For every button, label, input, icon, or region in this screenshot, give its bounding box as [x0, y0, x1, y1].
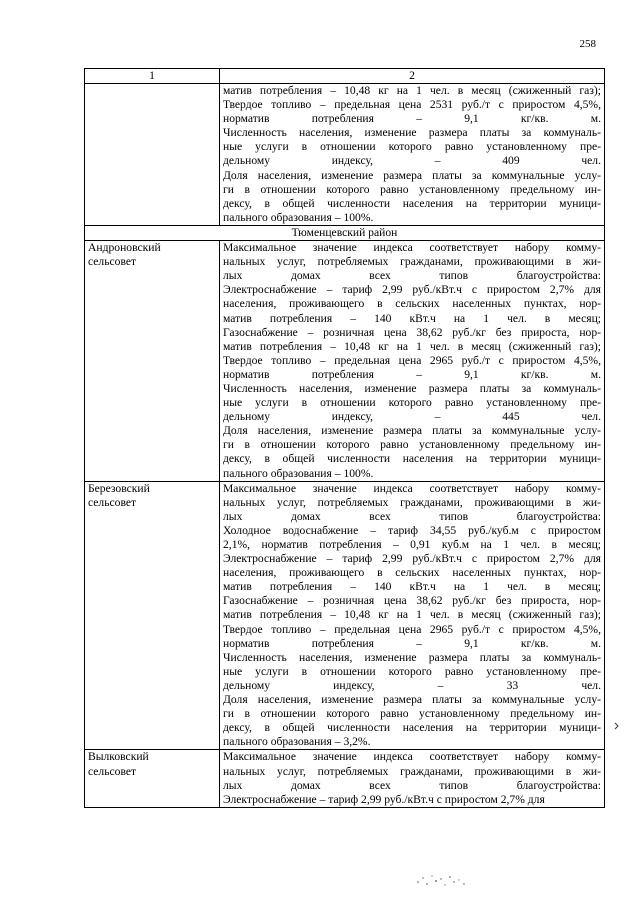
text-line: дельному индексу, – 33 чел. — [223, 678, 601, 692]
settlement-name: сельсовет — [88, 255, 137, 269]
text-line: норматив потребления – 9,1 кг/кв. м. — [223, 367, 601, 381]
text-line: лых домах всех типов благоустройства: — [223, 509, 601, 523]
text-line: Доля населения, изменение размера платы за коммунальные услу- — [223, 693, 601, 707]
text-line: населения, проживающего в сельских населенных пунктах, нор- — [223, 297, 601, 311]
text-line: Электроснабжение – тариф 2,99 руб./кВт.ч с приростом 2,7% для — [223, 552, 601, 566]
text-line: матив потребления – 140 кВт.ч на 1 чел. в месяц; — [223, 311, 601, 325]
settlement-description-cell — [220, 481, 605, 750]
text-line: Максимальное значение индекса соответствует набору комму- — [223, 481, 601, 495]
settlement-name-cell — [85, 481, 220, 750]
text-line: матив потребления – 10,48 кг на 1 чел. в месяц (сжиженный газ); — [223, 339, 601, 353]
text-line: Электроснабжение – тариф 2,99 руб./кВт.ч с приростом 2,7% для — [223, 283, 601, 297]
text-line: дельному индексу, – 409 чел. — [223, 154, 601, 168]
text-line: ные услуги в отношении которого равно установленному пре- — [223, 664, 601, 678]
text-line: 2,1%, норматив потребления – 0,91 куб.м на 1 чел. в месяц; — [223, 538, 601, 551]
text-line: нальных услуг, потребляемых гражданами, проживающими в жи- — [223, 764, 601, 778]
text-line: Численность населения, изменение размера платы за коммуналь- — [223, 381, 601, 395]
text-line: Максимальное значение индекса соответствует набору комму- — [223, 750, 601, 764]
settlement-name-cell — [85, 750, 220, 807]
settlement-description-cell — [220, 750, 605, 807]
text-line: ги в отношении которого равно установленному предельному ин- — [223, 182, 601, 196]
ink-scribble — [414, 868, 474, 890]
text-line: населения, проживающего в сельских населенных пунктах, нор- — [223, 566, 601, 580]
text-line: ги в отношении которого равно установленному предельному ин- — [223, 707, 601, 721]
continuation-row — [85, 84, 605, 226]
continuation-text-cell — [220, 84, 605, 226]
text-line: матив потребления – 10,48 кг на 1 чел. в месяц (сжиженный газ); — [223, 84, 601, 97]
text-line: ные услуги в отношении которого равно установленному пре- — [223, 396, 601, 410]
text-line: нальных услуг, потребляемых гражданами, проживающими в жи- — [223, 255, 601, 269]
text-line: Твердое топливо – предельная цена 2965 руб./т с приростом 4,5%, — [223, 622, 601, 636]
column-header-2: 2 — [220, 69, 605, 84]
text-line: пального образования – 3,2%. — [223, 735, 371, 749]
text-line: ные услуги в отношении которого равно установленному пре- — [223, 140, 601, 154]
region-title-row — [85, 225, 605, 240]
settlement-name: Березовский — [88, 481, 150, 495]
text-line: дексу, в общей численности населения на территории муници- — [223, 721, 601, 735]
text-line: норматив потребления – 9,1 кг/кв. м. — [223, 636, 601, 650]
continuation-name-cell — [85, 84, 220, 226]
text-line: дексу, в общей численности населения на территории муници- — [223, 452, 601, 466]
settlement-name-cell — [85, 241, 220, 482]
text-line: Численность населения, изменение размера платы за коммуналь- — [223, 650, 601, 664]
text-line: пального образования – 100%. — [223, 466, 374, 480]
settlement-description-cell — [220, 241, 605, 482]
settlement-name: сельсовет — [88, 764, 137, 778]
table-header-row — [85, 69, 605, 84]
text-line: пального образования – 100%. — [223, 210, 374, 224]
settlement-name: сельсовет — [88, 495, 137, 509]
text-line: дексу, в общей численности населения на территории муници- — [223, 196, 601, 210]
settlement-row — [85, 241, 605, 482]
text-line: Твердое топливо – предельная цена 2965 руб./т с приростом 4,5%, — [223, 353, 601, 367]
text-line: Холодное водоснабжение – тариф 34,55 руб./куб.м с приростом — [223, 523, 601, 537]
text-line: Твердое топливо – предельная цена 2531 руб./т с приростом 4,5%, — [223, 98, 601, 112]
text-line: матив потребления – 10,48 кг на 1 чел. в месяц (сжиженный газ); — [223, 608, 601, 622]
region-title: Тюменцевский район — [85, 225, 605, 240]
text-line: Максимальное значение индекса соответствует набору комму- — [223, 241, 601, 255]
settlement-name: Вылковский — [88, 750, 149, 764]
page-number: 258 — [579, 38, 596, 50]
column-header-1: 1 — [85, 69, 220, 84]
text-line: нальных услуг, потребляемых гражданами, проживающими в жи- — [223, 495, 601, 509]
text-line: Газоснабжение – розничная цена 38,62 руб./кг без прироста, нор- — [223, 594, 601, 608]
text-line: Численность населения, изменение размера платы за коммуналь- — [223, 126, 601, 140]
text-line: дельному индексу, – 445 чел. — [223, 410, 601, 424]
indices-table — [84, 68, 605, 808]
settlement-row — [85, 750, 605, 807]
text-line: Доля населения, изменение размера платы за коммунальные услу- — [223, 168, 601, 182]
text-line: лых домах всех типов благоустройства: — [223, 269, 601, 283]
text-line: матив потребления – 140 кВт.ч на 1 чел. в месяц; — [223, 580, 601, 594]
text-line: Электроснабжение – тариф 2,99 руб./кВт.ч с приростом 2,7% для — [223, 792, 545, 806]
settlement-name: Андроновский — [88, 241, 161, 255]
text-line: Газоснабжение – розничная цена 38,62 руб./кг без прироста, нор- — [223, 325, 601, 339]
settlement-row — [85, 481, 605, 750]
text-line: норматив потребления – 9,1 кг/кв. м. — [223, 112, 601, 126]
text-line: Доля населения, изменение размера платы за коммунальные услу- — [223, 424, 601, 438]
text-line: ги в отношении которого равно установленному предельному ин- — [223, 438, 601, 452]
text-line: лых домах всех типов благоустройства: — [223, 778, 601, 792]
margin-mark — [614, 722, 620, 730]
